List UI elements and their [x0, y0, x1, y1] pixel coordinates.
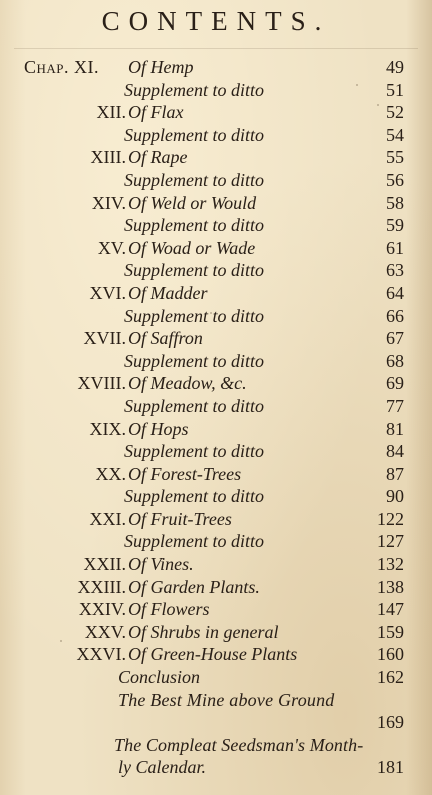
entry-title: Conclusion — [118, 667, 201, 688]
list-item — [0, 553, 432, 576]
entry-title: Of Fruit-Trees — [128, 508, 232, 529]
list-item — [0, 305, 432, 328]
chapter-number: XV. — [97, 237, 126, 258]
list-item — [0, 372, 432, 395]
list-item — [0, 418, 432, 441]
page-number: 138 — [377, 576, 404, 597]
list-item — [0, 192, 432, 215]
entry-title: Supplement to ditto — [124, 395, 264, 416]
list-item — [0, 666, 432, 689]
page-number: 162 — [377, 667, 404, 688]
list-item — [0, 530, 432, 553]
entry-title: Of Madder — [128, 282, 208, 303]
chapter-number: XIII. — [90, 147, 126, 168]
page-number: 84 — [386, 441, 404, 462]
page-number: 69 — [386, 373, 404, 394]
paper-speck — [60, 640, 62, 642]
title-divider — [14, 48, 418, 49]
list-item — [0, 576, 432, 599]
entry-title: Of Saffron — [128, 328, 203, 349]
chapter-number: XIX. — [89, 418, 126, 439]
list-item — [0, 169, 432, 192]
list-item — [0, 689, 432, 712]
entry-title: Of Woad or Wade — [128, 237, 256, 258]
entry-title: Of Green-House Plants — [128, 644, 298, 665]
page-number: 159 — [377, 621, 404, 642]
page-number: 127 — [377, 531, 404, 552]
entry-title: Of Shrubs in general — [128, 621, 279, 642]
entry-title: Of Rape — [128, 147, 188, 168]
chapter-number: XXV. — [84, 621, 126, 642]
list-item — [0, 734, 432, 757]
entry-title: Of Hemp — [128, 57, 194, 77]
page-number: 90 — [386, 486, 404, 507]
chapter-number: XVIII. — [77, 373, 126, 394]
list-item — [0, 101, 432, 124]
page-number: 51 — [386, 79, 404, 100]
chapter-number: XXIV. — [78, 599, 126, 620]
list-item — [0, 485, 432, 508]
list-item — [0, 395, 432, 418]
contents-list — [0, 56, 432, 779]
page-number: 68 — [386, 350, 404, 371]
chapter-number: XXVI. — [76, 644, 126, 665]
list-item — [0, 756, 432, 779]
chapter-number: XVII. — [83, 328, 126, 349]
entry-title: ly Calendar. — [118, 757, 206, 778]
page-number: 77 — [386, 395, 404, 416]
page-number: 67 — [386, 328, 404, 349]
page-number: 81 — [386, 418, 404, 439]
list-item — [0, 327, 432, 350]
list-item — [0, 508, 432, 531]
chapter-number: XIV. — [91, 192, 126, 213]
entry-title: Supplement to ditto — [124, 531, 264, 552]
chapter-number: Chap. XI. — [24, 57, 100, 77]
list-item — [0, 259, 432, 282]
entry-title: Of Vines. — [128, 554, 194, 575]
page-number: 56 — [386, 169, 404, 190]
entry-title: Supplement to ditto — [124, 441, 264, 462]
entry-title: The Best Mine above Ground — [118, 689, 335, 710]
entry-title: Of Forest-Trees — [128, 463, 242, 484]
list-item — [0, 79, 432, 102]
list-item — [0, 350, 432, 373]
entry-title: Supplement to ditto — [124, 305, 264, 326]
entry-title: The Compleat Seedsman's Month- — [114, 734, 364, 755]
page-title: CONTENTS. — [101, 6, 331, 36]
entry-title: Of Garden Plants. — [128, 576, 260, 597]
page-number: 49 — [386, 57, 404, 77]
list-item — [0, 56, 432, 79]
entry-title: Supplement to ditto — [124, 124, 264, 145]
page-number: 122 — [377, 508, 404, 529]
page-number: 132 — [377, 554, 404, 575]
paper-speck — [377, 104, 379, 106]
page-number: 169 — [377, 712, 404, 733]
page-number: 52 — [386, 102, 404, 123]
paper-speck — [356, 84, 358, 86]
list-item — [0, 463, 432, 486]
list-item — [0, 214, 432, 237]
page-number: 160 — [377, 644, 404, 665]
entry-title: Supplement to ditto — [124, 79, 264, 100]
page-number: 63 — [386, 260, 404, 281]
list-item — [0, 440, 432, 463]
page-number: 181 — [377, 757, 404, 778]
list-item — [0, 237, 432, 260]
page-number: 58 — [386, 192, 404, 213]
page-number: 61 — [386, 237, 404, 258]
list-item — [0, 643, 432, 666]
entry-title: Of Flowers — [128, 599, 210, 620]
chapter-number: XXIII. — [77, 576, 126, 597]
list-item — [0, 621, 432, 644]
page-number: 64 — [386, 282, 404, 303]
page-number: 147 — [377, 599, 404, 620]
page-number: 87 — [386, 463, 404, 484]
chapter-number: XVI. — [89, 282, 126, 303]
entry-title: Supplement to ditto — [124, 169, 264, 190]
entry-title: Supplement to ditto — [124, 486, 264, 507]
entry-title: Supplement to ditto — [124, 350, 264, 371]
entry-title: Of Flax — [128, 102, 184, 123]
page-number: 59 — [386, 215, 404, 236]
page-number: 66 — [386, 305, 404, 326]
entry-title: Supplement to ditto — [124, 215, 264, 236]
page-number: 54 — [386, 124, 404, 145]
list-item — [0, 598, 432, 621]
list-item — [0, 282, 432, 305]
entry-title: Of Hops — [128, 418, 189, 439]
entry-title: Of Weld or Would — [128, 192, 257, 213]
chapter-number: XXI. — [89, 508, 126, 529]
entry-title: Of Meadow, &c. — [128, 373, 247, 394]
chapter-number: XXII. — [83, 554, 126, 575]
entry-title: Supplement to ditto — [124, 260, 264, 281]
page-number: 55 — [386, 147, 404, 168]
list-item — [0, 146, 432, 169]
paper-speck — [210, 312, 212, 314]
chapter-number: XII. — [96, 102, 126, 123]
chapter-number: XX. — [95, 463, 126, 484]
list-item — [0, 711, 432, 734]
list-item — [0, 124, 432, 147]
